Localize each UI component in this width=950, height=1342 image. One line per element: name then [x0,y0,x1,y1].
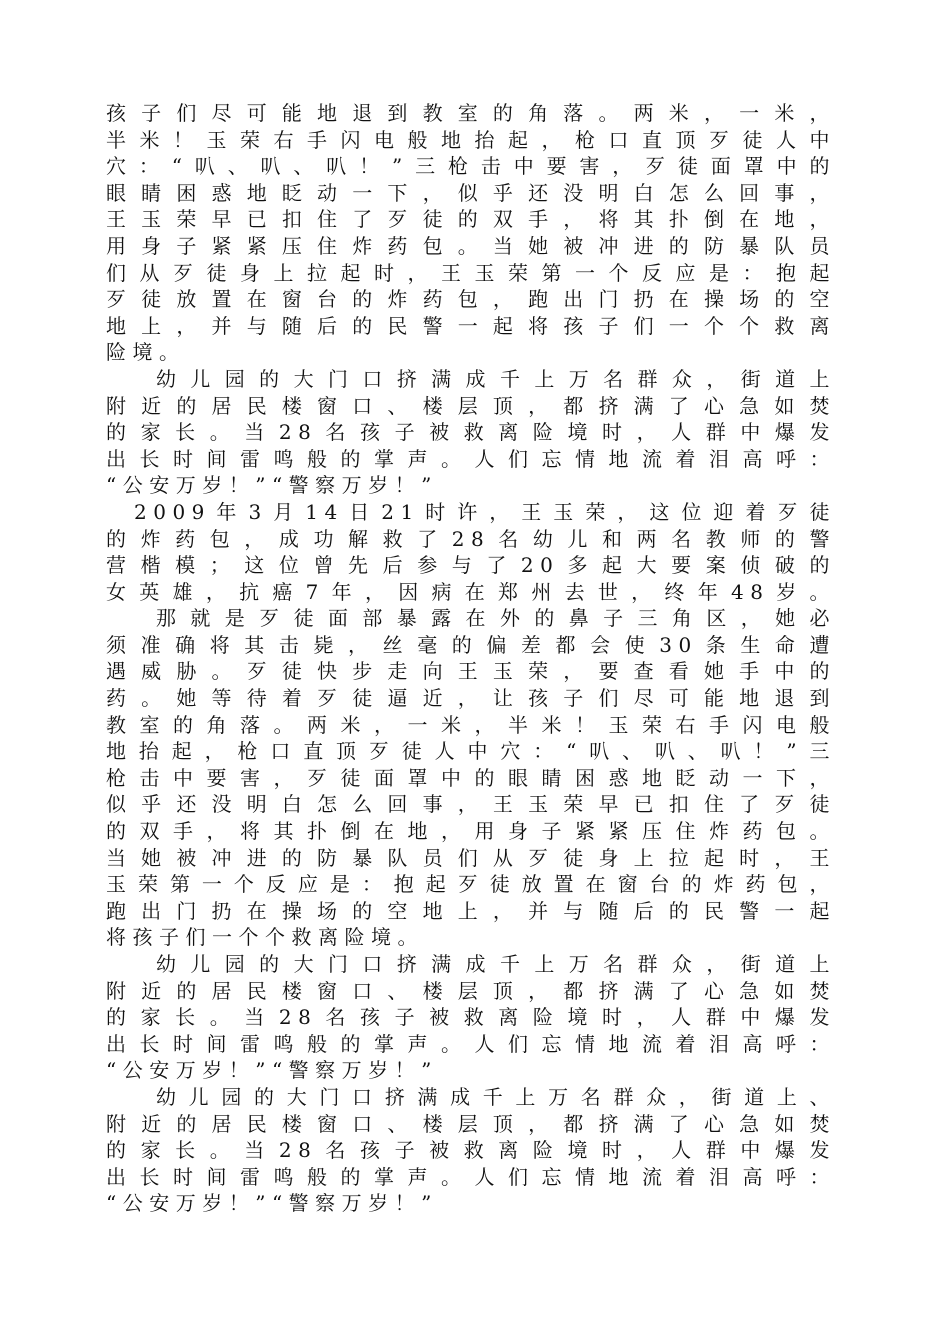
text-line: 地抬起，枪口直顶歹徒人中穴：“叭、叭、叭！”三 [106,739,836,764]
text-line: 的家长。当28名孩子被救离险境时，人群中爆发 [106,1005,836,1030]
paragraph-start: 2009年3月14日21时许，王玉荣，这位迎着歹徒 [134,499,836,524]
text-line: 出长时间雷鸣般的掌声。人们忘情地流着泪高呼： [106,1164,836,1189]
text-line: 遇威胁。歹徒快步走向王玉荣，要查看她手中的 [106,659,836,684]
text-line: 穴：“叭、叭、叭！”三枪击中要害，歹徒面罩中的 [106,154,836,179]
body-text [106,100,836,1217]
text-line: 地上，并与随后的民警一起将孩子们一个个救离 [106,313,836,338]
text-line: 的炸药包，成功解救了28名幼儿和两名教师的警 [106,526,836,551]
text-line: 的双手，将其扑倒在地，用身子紧紧压住炸药包。 [106,819,836,844]
text-line: 附近的居民楼窗口、楼层顶，都挤满了心急如焚 [106,978,836,1003]
text-line: 们从歹徒身上拉起时，王玉荣第一个反应是：抱起 [106,260,836,285]
paragraph-start: 幼儿园的大门口挤满成千上万名群众，街道上、 [156,1084,836,1109]
text-line: 女英雄，抗癌7年，因病在郑州去世，终年48岁。 [106,579,836,604]
text-line: 险境。 [106,340,186,365]
text-line: 半米！玉荣右手闪电般地抬起，枪口直顶歹徒人中 [106,127,836,152]
text-line: 出长时间雷鸣般的掌声。人们忘情地流着泪高呼： [106,446,836,471]
text-line: 药。她等待着歹徒逼近，让孩子们尽可能地退到 [106,686,836,711]
text-line: 附近的居民楼窗口、楼层顶，都挤满了心急如焚 [106,1111,836,1136]
text-line: 歹徒放置在窗台的炸药包，跑出门扔在操场的空 [106,287,836,312]
text-line: 枪击中要害，歹徒面罩中的眼睛困惑地眨动一下， [106,765,836,790]
text-line: 眼睛困惑地眨动一下，似乎还没明白怎么回事， [106,180,836,205]
text-line: 将孩子们一个个救离险境。 [106,925,424,950]
text-line: “公安万岁！”“警察万岁！” [106,1191,438,1216]
paragraph-start: 幼儿园的大门口挤满成千上万名群众，街道上 [156,952,836,976]
text-line: 孩子们尽可能地退到教室的角落。两米，一米， [106,101,836,125]
text-line: 营楷模；这位曾先后参与了20多起大要案侦破的 [106,553,836,578]
text-line: 出长时间雷鸣般的掌声。人们忘情地流着泪高呼： [106,1031,836,1056]
paragraph-start: 幼儿园的大门口挤满成千上万名群众，街道上 [156,366,836,391]
text-line: 的家长。当28名孩子被救离险境时，人群中爆发 [106,1138,836,1163]
text-line: 王玉荣早已扣住了歹徒的双手，将其扑倒在地， [106,207,836,232]
text-line: 玉荣第一个反应是：抱起歹徒放置在窗台的炸药包， [106,872,836,897]
text-line: 似乎还没明白怎么回事，王玉荣早已扣住了歹徒 [106,792,836,817]
text-line: 附近的居民楼窗口、楼层顶，都挤满了心急如焚 [106,393,836,418]
paragraph-start: 那就是歹徒面部暴露在外的鼻子三角区，她必 [156,606,836,631]
text-line: 教室的角落。两米，一米，半米！玉荣右手闪电般 [106,712,836,737]
text-line: 当她被冲进的防暴队员们从歹徒身上拉起时，王 [106,845,836,870]
text-line: 跑出门扔在操场的空地上，并与随后的民警一起 [106,898,836,923]
text-line: 的家长。当28名孩子被救离险境时，人群中爆发 [106,420,836,445]
text-line: 用身子紧紧压住炸药包。当她被冲进的防暴队员 [106,233,836,258]
text-line: 须准确将其击毙，丝毫的偏差都会使30条生命遭 [106,632,836,657]
text-line: “公安万岁！”“警察万岁！” [106,473,438,498]
text-line: “公安万岁！”“警察万岁！” [106,1058,438,1083]
